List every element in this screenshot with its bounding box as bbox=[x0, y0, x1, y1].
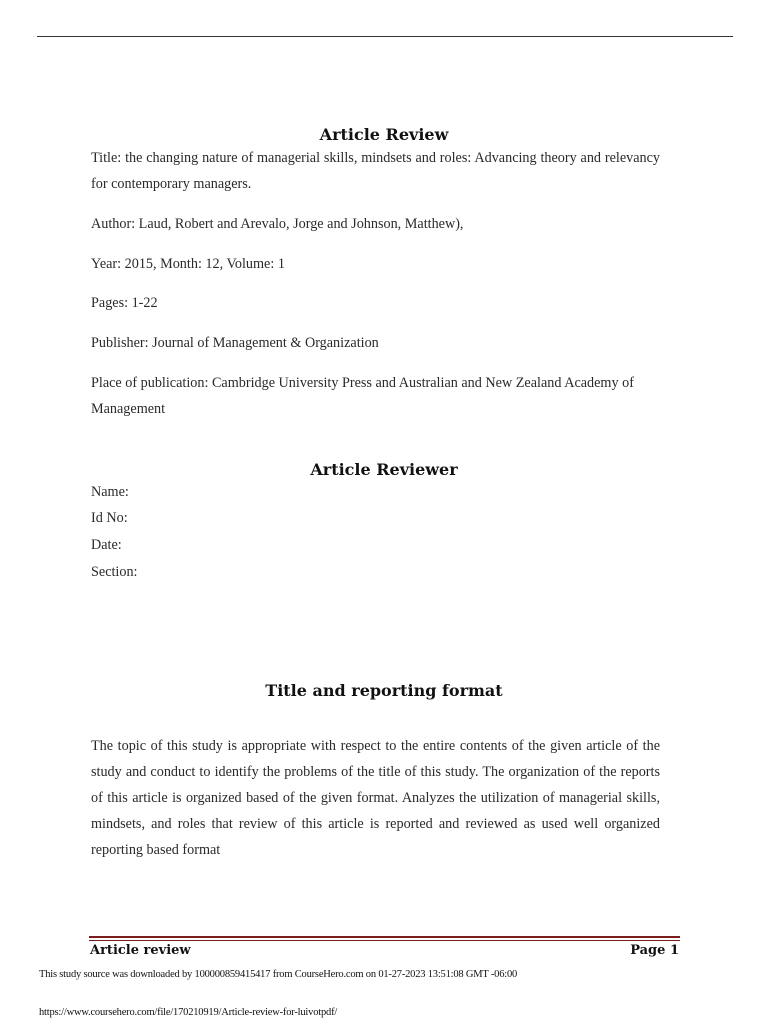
reviewer-name: Name: bbox=[91, 484, 129, 500]
meta-publisher: Publisher: Journal of Management & Organization bbox=[91, 335, 379, 351]
heading-article-review: Article Review bbox=[319, 125, 449, 144]
reviewer-section: Section: bbox=[91, 564, 138, 580]
heading-title-reporting-format: Title and reporting format bbox=[265, 681, 503, 700]
reviewer-id: Id No: bbox=[91, 510, 128, 526]
heading-article-reviewer: Article Reviewer bbox=[310, 460, 458, 479]
page-number: Page 1 bbox=[630, 943, 679, 958]
meta-title: Title: the changing nature of managerial skills, mindsets and roles: Advancing theory and relevancy for contemporary managers. bbox=[91, 150, 660, 192]
source-note: This study source was downloaded by 100000859415417 from CourseHero.com on 01-27-2023 13:51:08 GMT -06:00 bbox=[39, 969, 518, 980]
meta-author: Author: Laud, Robert and Arevalo, Jorge and Johnson, Matthew), bbox=[91, 216, 464, 232]
footer-label: Article review bbox=[90, 943, 191, 958]
meta-pages: Pages: 1-22 bbox=[91, 295, 158, 311]
source-url[interactable]: https://www.coursehero.com/file/170210919/Article-review-for-luivotpdf/ bbox=[39, 1007, 338, 1018]
footer-rule bbox=[89, 936, 680, 938]
footer-rule-thin bbox=[89, 940, 680, 941]
meta-year: Year: 2015, Month: 12, Volume: 1 bbox=[91, 256, 285, 272]
meta-place: Place of publication: Cambridge University Press and Australian and New Zealand Academy of Management bbox=[91, 375, 634, 417]
header-rule bbox=[37, 36, 733, 37]
reviewer-date: Date: bbox=[91, 537, 122, 553]
body-paragraph: The topic of this study is appropriate with respect to the entire contents of the given article of the study and conduct to identify the problems of the title of this study. The organization of the reports of this article is organized based of the given format. Analyzes the utilization of managerial skills, mindsets, and roles that review of this article is reported and reviewed as used well organized reporting based format bbox=[91, 738, 660, 858]
